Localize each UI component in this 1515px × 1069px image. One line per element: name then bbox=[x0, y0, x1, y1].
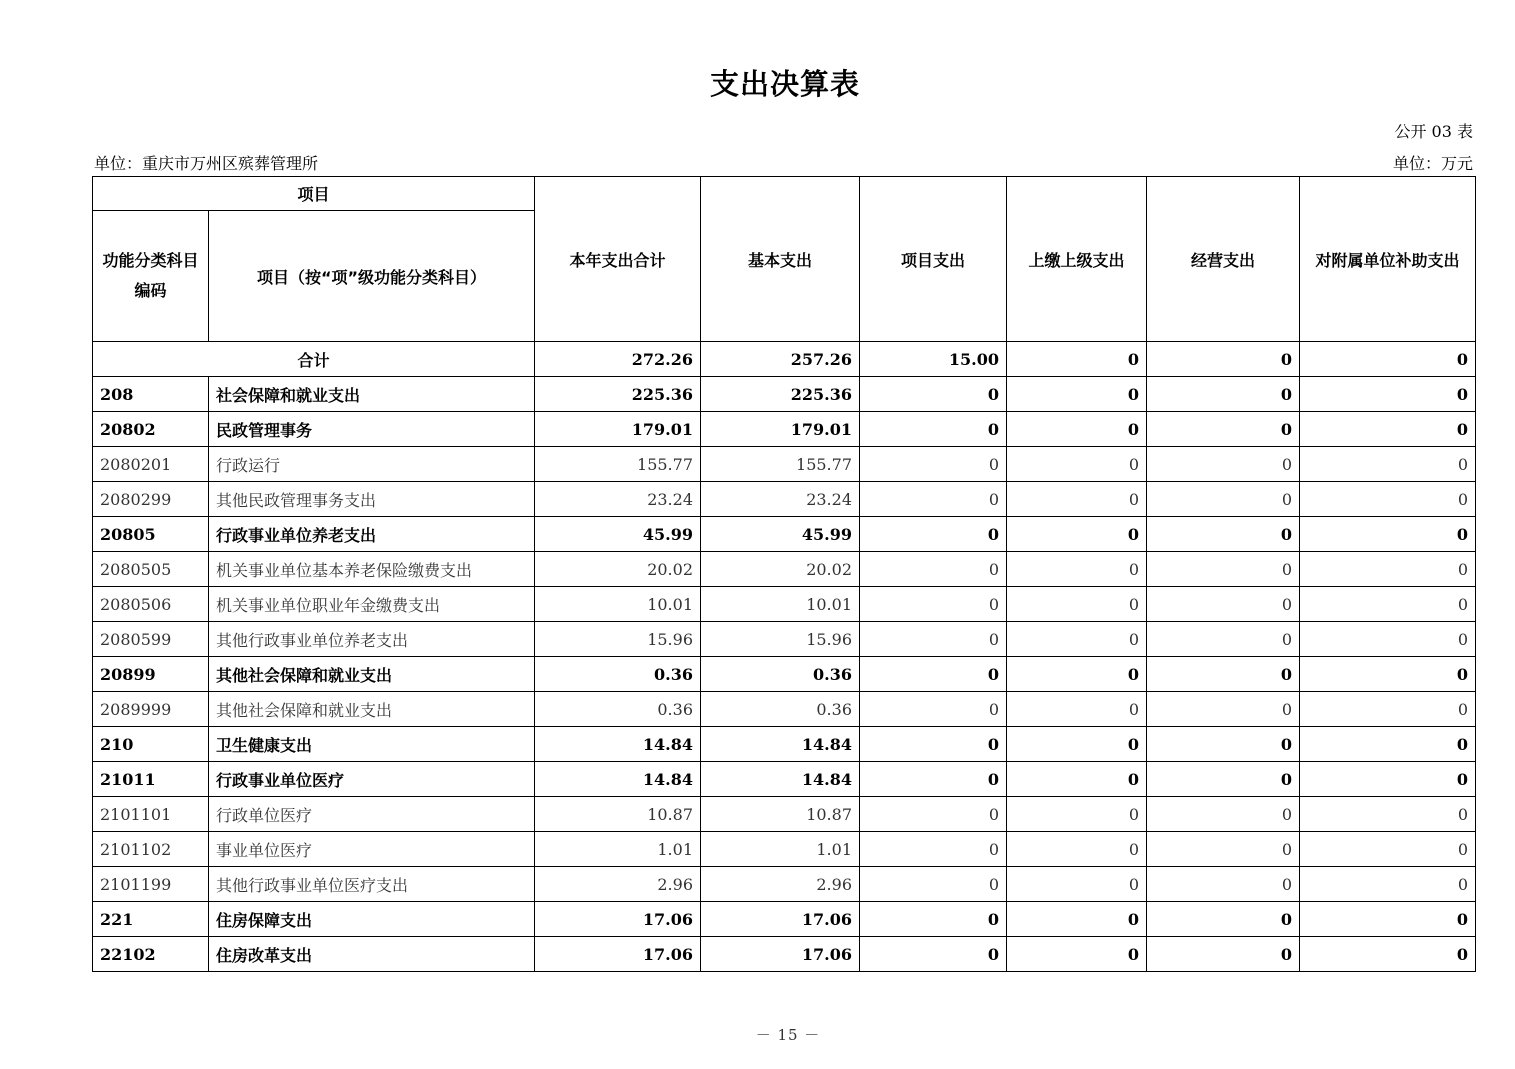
basic-cell: 23.24 bbox=[701, 482, 860, 517]
code-cell: 2101199 bbox=[93, 867, 209, 902]
business-cell: 0 bbox=[1147, 832, 1300, 867]
subsidy-cell: 0 bbox=[1300, 902, 1476, 937]
business-cell: 0 bbox=[1147, 657, 1300, 692]
header-basic: 基本支出 bbox=[701, 177, 860, 342]
business-cell: 0 bbox=[1147, 552, 1300, 587]
name-cell: 事业单位医疗 bbox=[209, 832, 535, 867]
name-cell: 其他行政事业单位养老支出 bbox=[209, 622, 535, 657]
business-cell: 0 bbox=[1147, 692, 1300, 727]
table-row bbox=[93, 902, 1476, 937]
table-row bbox=[93, 937, 1476, 972]
name-cell: 行政事业单位养老支出 bbox=[209, 517, 535, 552]
table-row bbox=[93, 832, 1476, 867]
expenditure-table bbox=[92, 176, 1476, 972]
upper-cell: 0 bbox=[1007, 657, 1147, 692]
subsidy-cell: 0 bbox=[1300, 622, 1476, 657]
project-cell: 0 bbox=[860, 377, 1007, 412]
subsidy-cell: 0 bbox=[1300, 342, 1476, 377]
basic-cell: 2.96 bbox=[701, 867, 860, 902]
subsidy-cell: 0 bbox=[1300, 412, 1476, 447]
business-cell: 0 bbox=[1147, 867, 1300, 902]
header-total: 本年支出合计 bbox=[535, 177, 701, 342]
code-cell: 208 bbox=[93, 377, 209, 412]
basic-cell: 155.77 bbox=[701, 447, 860, 482]
upper-cell: 0 bbox=[1007, 762, 1147, 797]
code-cell: 221 bbox=[93, 902, 209, 937]
business-cell: 0 bbox=[1147, 797, 1300, 832]
upper-cell: 0 bbox=[1007, 587, 1147, 622]
basic-cell: 14.84 bbox=[701, 762, 860, 797]
total-cell: 45.99 bbox=[535, 517, 701, 552]
subsidy-cell: 0 bbox=[1300, 447, 1476, 482]
basic-cell: 0.36 bbox=[701, 657, 860, 692]
basic-cell: 17.06 bbox=[701, 937, 860, 972]
project-cell: 0 bbox=[860, 762, 1007, 797]
total-cell: 14.84 bbox=[535, 762, 701, 797]
total-cell: 10.87 bbox=[535, 797, 701, 832]
upper-cell: 0 bbox=[1007, 902, 1147, 937]
unit-organization: 单位：重庆市万州区殡葬管理所 bbox=[94, 154, 319, 173]
upper-cell: 0 bbox=[1007, 517, 1147, 552]
name-cell: 住房改革支出 bbox=[209, 937, 535, 972]
project-cell: 0 bbox=[860, 937, 1007, 972]
total-cell: 0.36 bbox=[535, 657, 701, 692]
subsidy-cell: 0 bbox=[1300, 377, 1476, 412]
business-cell: 0 bbox=[1147, 342, 1300, 377]
table-row bbox=[93, 657, 1476, 692]
code-cell: 21011 bbox=[93, 762, 209, 797]
code-cell: 20802 bbox=[93, 412, 209, 447]
upper-cell: 0 bbox=[1007, 552, 1147, 587]
basic-cell: 0.36 bbox=[701, 692, 860, 727]
basic-cell: 225.36 bbox=[701, 377, 860, 412]
subsidy-cell: 0 bbox=[1300, 552, 1476, 587]
total-cell: 15.96 bbox=[535, 622, 701, 657]
name-cell: 卫生健康支出 bbox=[209, 727, 535, 762]
basic-cell: 1.01 bbox=[701, 832, 860, 867]
name-cell: 行政运行 bbox=[209, 447, 535, 482]
header-upper: 上缴上级支出 bbox=[1007, 177, 1147, 342]
subsidy-cell: 0 bbox=[1300, 517, 1476, 552]
code-cell: 2080506 bbox=[93, 587, 209, 622]
project-cell: 0 bbox=[860, 657, 1007, 692]
name-cell: 其他社会保障和就业支出 bbox=[209, 692, 535, 727]
upper-cell: 0 bbox=[1007, 727, 1147, 762]
name-cell: 机关事业单位职业年金缴费支出 bbox=[209, 587, 535, 622]
subsidy-cell: 0 bbox=[1300, 727, 1476, 762]
basic-cell: 45.99 bbox=[701, 517, 860, 552]
subsidy-cell: 0 bbox=[1300, 692, 1476, 727]
total-cell: 17.06 bbox=[535, 937, 701, 972]
total-cell: 20.02 bbox=[535, 552, 701, 587]
code-cell: 210 bbox=[93, 727, 209, 762]
total-cell: 14.84 bbox=[535, 727, 701, 762]
project-cell: 0 bbox=[860, 482, 1007, 517]
business-cell: 0 bbox=[1147, 622, 1300, 657]
upper-cell: 0 bbox=[1007, 377, 1147, 412]
basic-cell: 10.01 bbox=[701, 587, 860, 622]
project-cell: 0 bbox=[860, 867, 1007, 902]
table-row bbox=[93, 517, 1476, 552]
business-cell: 0 bbox=[1147, 517, 1300, 552]
project-cell: 15.00 bbox=[860, 342, 1007, 377]
upper-cell: 0 bbox=[1007, 622, 1147, 657]
business-cell: 0 bbox=[1147, 587, 1300, 622]
upper-cell: 0 bbox=[1007, 342, 1147, 377]
total-cell: 17.06 bbox=[535, 902, 701, 937]
basic-cell: 179.01 bbox=[701, 412, 860, 447]
upper-cell: 0 bbox=[1007, 937, 1147, 972]
subsidy-cell: 0 bbox=[1300, 867, 1476, 902]
table-row bbox=[93, 482, 1476, 517]
total-cell: 225.36 bbox=[535, 377, 701, 412]
header-name: 项目（按“项”级功能分类科目） bbox=[209, 211, 535, 342]
code-cell: 22102 bbox=[93, 937, 209, 972]
code-cell: 2080599 bbox=[93, 622, 209, 657]
header-project: 项目 bbox=[93, 177, 535, 211]
name-cell: 社会保障和就业支出 bbox=[209, 377, 535, 412]
business-cell: 0 bbox=[1147, 482, 1300, 517]
upper-cell: 0 bbox=[1007, 412, 1147, 447]
business-cell: 0 bbox=[1147, 937, 1300, 972]
code-cell: 2080299 bbox=[93, 482, 209, 517]
basic-cell: 17.06 bbox=[701, 902, 860, 937]
total-cell: 0.36 bbox=[535, 692, 701, 727]
table-row bbox=[93, 447, 1476, 482]
subsidy-cell: 0 bbox=[1300, 797, 1476, 832]
project-cell: 0 bbox=[860, 447, 1007, 482]
subsidy-cell: 0 bbox=[1300, 762, 1476, 797]
page-number: － 15 － bbox=[755, 1026, 821, 1044]
page-title: 支出决算表 bbox=[709, 67, 860, 101]
project-cell: 0 bbox=[860, 412, 1007, 447]
header-code: 功能分类科目编码 bbox=[93, 211, 209, 342]
name-cell: 行政单位医疗 bbox=[209, 797, 535, 832]
project-cell: 0 bbox=[860, 692, 1007, 727]
basic-cell: 14.84 bbox=[701, 727, 860, 762]
total-cell: 272.26 bbox=[535, 342, 701, 377]
unit-currency: 单位：万元 bbox=[1392, 154, 1473, 173]
table-row bbox=[93, 587, 1476, 622]
name-cell: 机关事业单位基本养老保险缴费支出 bbox=[209, 552, 535, 587]
table-row bbox=[93, 867, 1476, 902]
name-cell: 其他行政事业单位医疗支出 bbox=[209, 867, 535, 902]
total-cell: 155.77 bbox=[535, 447, 701, 482]
business-cell: 0 bbox=[1147, 377, 1300, 412]
basic-cell: 10.87 bbox=[701, 797, 860, 832]
project-cell: 0 bbox=[860, 832, 1007, 867]
table-row bbox=[93, 762, 1476, 797]
table-row bbox=[93, 622, 1476, 657]
upper-cell: 0 bbox=[1007, 832, 1147, 867]
code-cell: 20805 bbox=[93, 517, 209, 552]
subsidy-cell: 0 bbox=[1300, 657, 1476, 692]
project-cell: 0 bbox=[860, 902, 1007, 937]
code-cell: 2089999 bbox=[93, 692, 209, 727]
business-cell: 0 bbox=[1147, 727, 1300, 762]
basic-cell: 15.96 bbox=[701, 622, 860, 657]
project-cell: 0 bbox=[860, 552, 1007, 587]
project-cell: 0 bbox=[860, 727, 1007, 762]
header-business: 经营支出 bbox=[1147, 177, 1300, 342]
total-cell: 2.96 bbox=[535, 867, 701, 902]
upper-cell: 0 bbox=[1007, 482, 1147, 517]
business-cell: 0 bbox=[1147, 762, 1300, 797]
header-subsidy: 对附属单位补助支出 bbox=[1300, 177, 1476, 342]
code-cell: 20899 bbox=[93, 657, 209, 692]
project-cell: 0 bbox=[860, 587, 1007, 622]
total-row bbox=[93, 342, 1476, 377]
code-cell: 2101101 bbox=[93, 797, 209, 832]
name-cell: 行政事业单位医疗 bbox=[209, 762, 535, 797]
basic-cell: 20.02 bbox=[701, 552, 860, 587]
code-cell: 2080505 bbox=[93, 552, 209, 587]
subsidy-cell: 0 bbox=[1300, 587, 1476, 622]
code-cell: 2101102 bbox=[93, 832, 209, 867]
table-row bbox=[93, 412, 1476, 447]
business-cell: 0 bbox=[1147, 902, 1300, 937]
name-cell: 其他社会保障和就业支出 bbox=[209, 657, 535, 692]
name-cell: 住房保障支出 bbox=[209, 902, 535, 937]
subsidy-cell: 0 bbox=[1300, 937, 1476, 972]
table-row bbox=[93, 552, 1476, 587]
upper-cell: 0 bbox=[1007, 797, 1147, 832]
project-cell: 0 bbox=[860, 622, 1007, 657]
subsidy-cell: 0 bbox=[1300, 832, 1476, 867]
upper-cell: 0 bbox=[1007, 867, 1147, 902]
name-cell: 民政管理事务 bbox=[209, 412, 535, 447]
business-cell: 0 bbox=[1147, 447, 1300, 482]
upper-cell: 0 bbox=[1007, 447, 1147, 482]
basic-cell: 257.26 bbox=[701, 342, 860, 377]
total-cell: 179.01 bbox=[535, 412, 701, 447]
table-row bbox=[93, 377, 1476, 412]
total-label: 合计 bbox=[93, 342, 535, 377]
form-number: 公开 03 表 bbox=[1394, 122, 1473, 141]
subsidy-cell: 0 bbox=[1300, 482, 1476, 517]
project-cell: 0 bbox=[860, 517, 1007, 552]
total-cell: 1.01 bbox=[535, 832, 701, 867]
header-project-expense: 项目支出 bbox=[860, 177, 1007, 342]
name-cell: 其他民政管理事务支出 bbox=[209, 482, 535, 517]
code-cell: 2080201 bbox=[93, 447, 209, 482]
total-cell: 10.01 bbox=[535, 587, 701, 622]
business-cell: 0 bbox=[1147, 412, 1300, 447]
table-row bbox=[93, 692, 1476, 727]
upper-cell: 0 bbox=[1007, 692, 1147, 727]
table-row bbox=[93, 727, 1476, 762]
table-row bbox=[93, 797, 1476, 832]
total-cell: 23.24 bbox=[535, 482, 701, 517]
project-cell: 0 bbox=[860, 797, 1007, 832]
